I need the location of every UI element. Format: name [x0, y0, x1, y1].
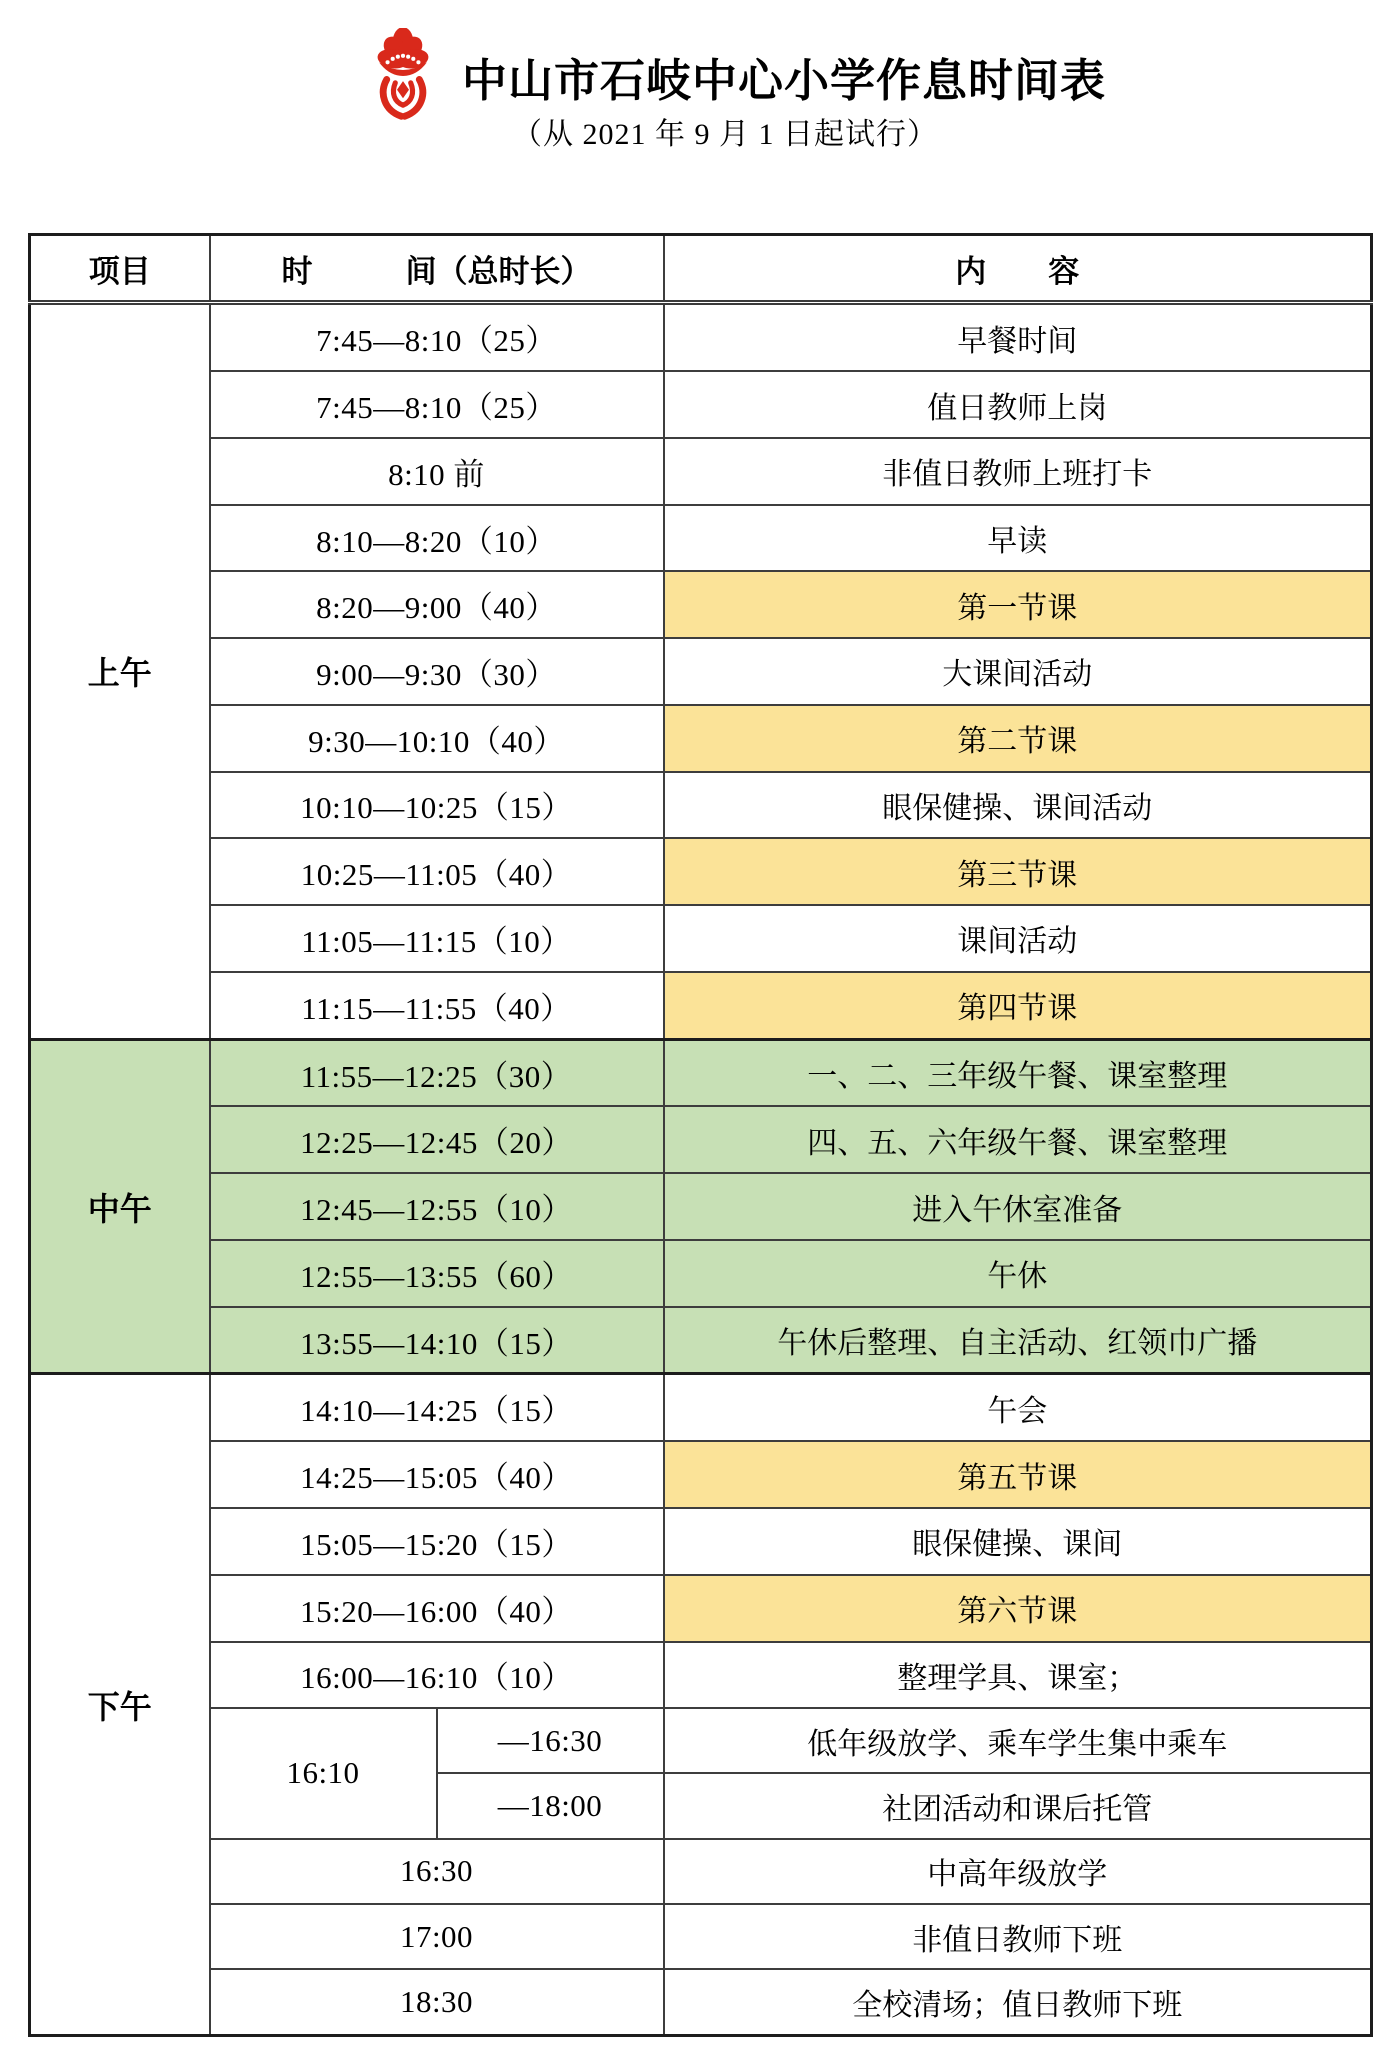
table-row — [30, 505, 1372, 572]
table-row — [30, 705, 1372, 772]
table-row — [30, 1904, 1372, 1969]
content-cell: 进入午休室准备 — [664, 1173, 1372, 1240]
content-cell: 眼保健操、课间活动 — [664, 772, 1372, 839]
table-row — [30, 1307, 1372, 1374]
timetable-body — [30, 303, 1372, 2036]
content-cell: 午休 — [664, 1240, 1372, 1307]
table-row — [30, 1839, 1372, 1904]
content-cell: 四、五、六年级午餐、课室整理 — [664, 1106, 1372, 1173]
content-cell: 值日教师上岗 — [664, 371, 1372, 438]
time-subcell: —18:00 — [437, 1773, 664, 1838]
content-cell: 第六节课 — [664, 1575, 1372, 1642]
table-row — [30, 571, 1372, 638]
table-row — [30, 1106, 1372, 1173]
content-cell: 早餐时间 — [664, 303, 1372, 372]
table-row — [30, 438, 1372, 505]
table-row — [30, 1039, 1372, 1106]
time-cell: 18:30 — [210, 1969, 664, 2035]
content-cell: 眼保健操、课间 — [664, 1508, 1372, 1575]
table-row — [30, 1575, 1372, 1642]
time-cell: 7:45—8:10（25） — [210, 303, 664, 372]
column-header-item: 项目 — [30, 235, 210, 303]
content-cell: 课间活动 — [664, 905, 1372, 972]
table-row — [30, 1374, 1372, 1441]
header-row — [30, 235, 1372, 303]
time-cell: 15:20—16:00（40） — [210, 1575, 664, 1642]
time-cell: 12:55—13:55（60） — [210, 1240, 664, 1307]
content-cell: 第三节课 — [664, 838, 1372, 905]
time-cell: 7:45—8:10（25） — [210, 371, 664, 438]
time-cell: 9:30—10:10（40） — [210, 705, 664, 772]
time-cell: 11:55—12:25（30） — [210, 1039, 664, 1106]
table-row — [30, 838, 1372, 905]
time-cell: 16:00—16:10（10） — [210, 1642, 664, 1709]
time-cell: 11:05—11:15（10） — [210, 905, 664, 972]
content-cell: 社团活动和课后托管 — [664, 1773, 1372, 1838]
content-cell: 全校清场；值日教师下班 — [664, 1969, 1372, 2035]
section-label: 上午 — [30, 303, 210, 1040]
column-header-time: 时 间（总时长） — [210, 235, 664, 303]
time-cell: 14:25—15:05（40） — [210, 1441, 664, 1508]
content-cell: 午休后整理、自主活动、红领巾广播 — [664, 1307, 1372, 1374]
time-cell: 8:20—9:00（40） — [210, 571, 664, 638]
time-cell: 12:25—12:45（20） — [210, 1106, 664, 1173]
time-cell: 12:45—12:55（10） — [210, 1173, 664, 1240]
time-cell: 14:10—14:25（15） — [210, 1374, 664, 1441]
time-cell-merged: 16:10 — [210, 1708, 437, 1839]
time-cell: 8:10 前 — [210, 438, 664, 505]
table-row — [30, 1642, 1372, 1709]
time-cell: 10:25—11:05（40） — [210, 838, 664, 905]
content-cell: 早读 — [664, 505, 1372, 572]
table-row — [30, 905, 1372, 972]
table-row — [30, 1508, 1372, 1575]
section-label: 中午 — [30, 1039, 210, 1374]
content-cell: 非值日教师下班 — [664, 1904, 1372, 1969]
column-header-content: 内 容 — [664, 235, 1372, 303]
time-cell: 8:10—8:20（10） — [210, 505, 664, 572]
table-row — [30, 972, 1372, 1039]
page-title: 中山市石岐中心小学作息时间表 — [461, 54, 1106, 106]
table-row — [30, 1240, 1372, 1307]
content-cell: 一、二、三年级午餐、课室整理 — [664, 1039, 1372, 1106]
table-row — [30, 1708, 1372, 1773]
time-cell: 10:10—10:25（15） — [210, 772, 664, 839]
section-label: 下午 — [30, 1374, 210, 2036]
time-cell: 11:15—11:55（40） — [210, 972, 664, 1039]
content-cell: 第一节课 — [664, 571, 1372, 638]
content-cell: 中高年级放学 — [664, 1839, 1372, 1904]
time-cell: 9:00—9:30（30） — [210, 638, 664, 705]
page-subtitle: （从 2021 年 9 月 1 日起试行） — [512, 118, 938, 151]
time-cell: 13:55—14:10（15） — [210, 1307, 664, 1374]
time-cell: 15:05—15:20（15） — [210, 1508, 664, 1575]
table-row — [30, 371, 1372, 438]
table-row — [30, 772, 1372, 839]
content-cell: 大课间活动 — [664, 638, 1372, 705]
table-row — [30, 303, 1372, 372]
table-row — [30, 638, 1372, 705]
timetable — [28, 233, 1373, 2037]
content-cell: 第五节课 — [664, 1441, 1372, 1508]
content-cell: 第二节课 — [664, 705, 1372, 772]
time-cell: 17:00 — [210, 1904, 664, 1969]
table-row — [30, 1441, 1372, 1508]
time-subcell: —16:30 — [437, 1708, 664, 1773]
table-row — [30, 1173, 1372, 1240]
content-cell: 非值日教师上班打卡 — [664, 438, 1372, 505]
content-cell: 第四节课 — [664, 972, 1372, 1039]
content-cell: 整理学具、课室； — [664, 1642, 1372, 1709]
table-row — [30, 1969, 1372, 2035]
content-cell: 午会 — [664, 1374, 1372, 1441]
content-cell: 低年级放学、乘车学生集中乘车 — [664, 1708, 1372, 1773]
time-cell: 16:30 — [210, 1839, 664, 1904]
